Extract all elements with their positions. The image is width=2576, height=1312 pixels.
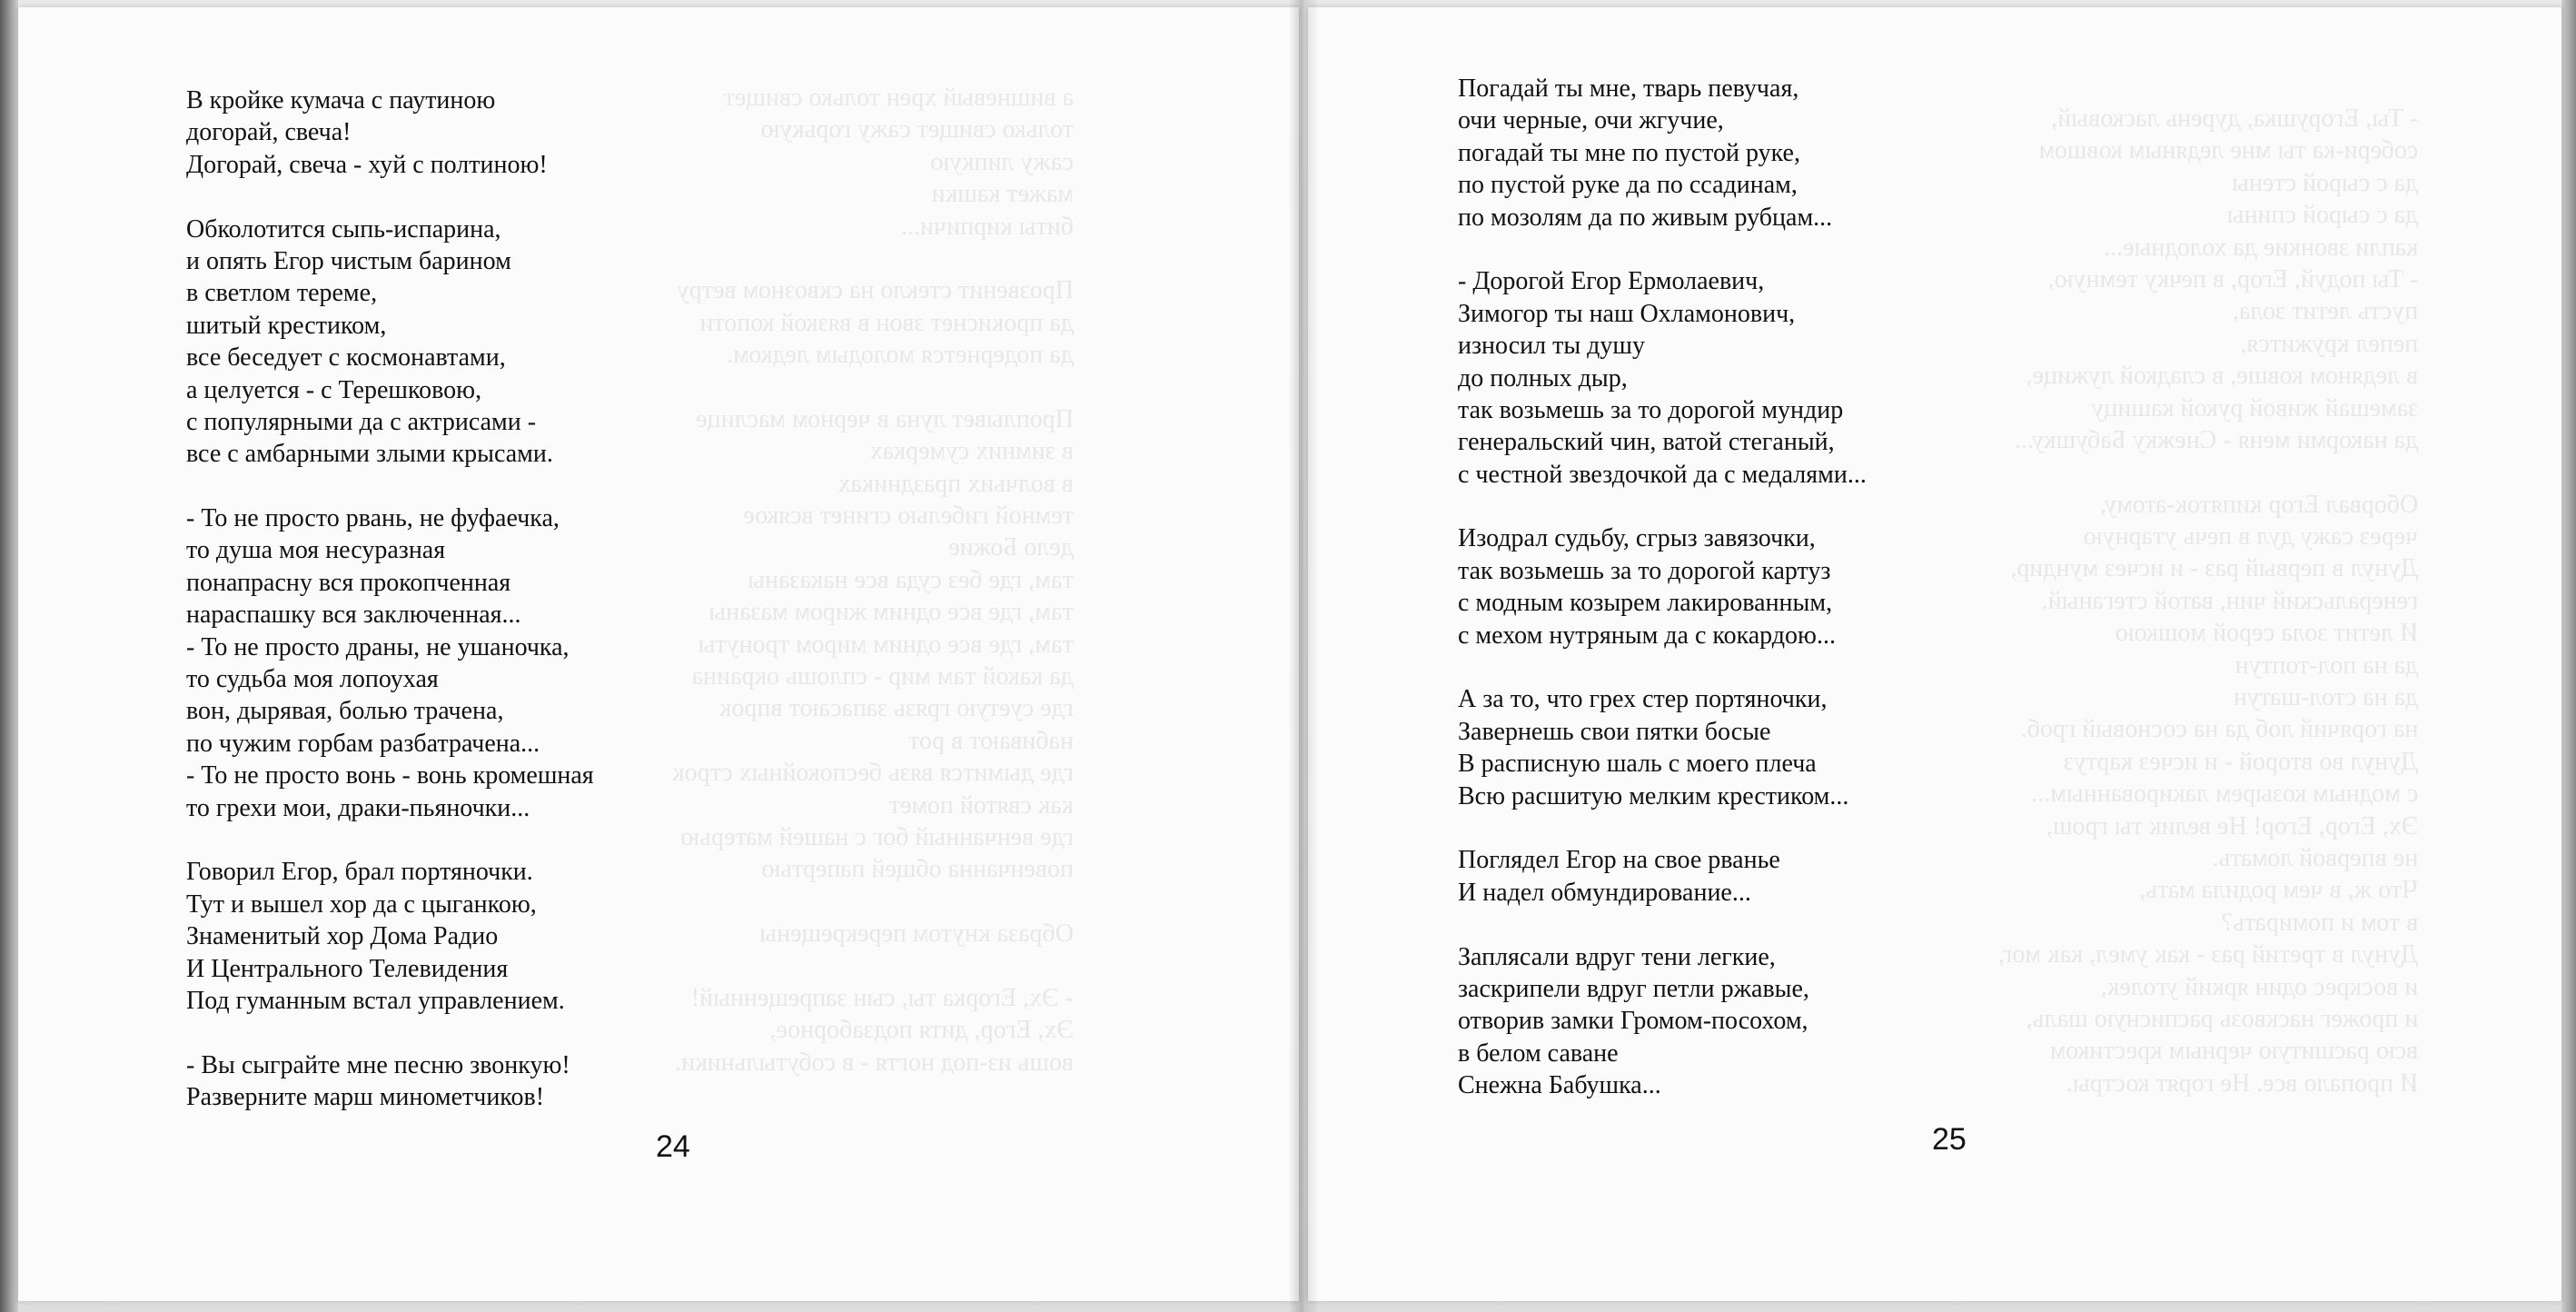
bleed-through-line: на горячий лоб да на сосновый гроб. — [2020, 715, 2419, 744]
bleed-through-line: Прозвенит стекло на сквозном ветру — [676, 276, 1074, 305]
bleed-through-line: да какой там мир - сплошь окраина — [691, 662, 1074, 691]
right-page-bleed-through-text — [1998, 103, 2418, 1099]
right-page — [1308, 7, 2561, 1301]
bleed-through-line: собери-ка ты мне ледяным ковшом — [2038, 136, 2419, 165]
poem-line: А за то, что грех стер портяночки, — [1458, 685, 1828, 714]
poem-line — [186, 824, 594, 856]
poem-line: Завернешь свои пятки босые — [1458, 717, 1771, 746]
bleed-through-line: генеральский чин, ватой стеганый. — [2041, 586, 2419, 615]
poem-line: Знаменитый хор Дома Радио — [186, 922, 499, 951]
bleed-through-line: капли звонкие да холодные... — [2104, 233, 2419, 262]
poem-line: заскрипели вдруг петли ржавые, — [1458, 974, 1809, 1003]
poem-line: и опять Егор чистым барином — [186, 246, 511, 275]
left-page-poem — [186, 84, 594, 1114]
poem-line: по мозолям да по живым рубцам... — [1458, 203, 1833, 232]
poem-line: Поглядел Егор на свое рванье — [1458, 846, 1780, 875]
poem-line: И надел обмундирование... — [1458, 878, 1751, 907]
poem-line: - То не просто драны, не ушаночка, — [186, 632, 570, 661]
bleed-through-line: Оборвал Егор кипяток-атому, — [2100, 490, 2419, 519]
bleed-through-line: - Ты, Егорушка, дурень ласковый, — [2051, 104, 2419, 133]
poem-line — [186, 181, 594, 213]
bleed-through-line: там, где все одним жиром мазаны — [708, 598, 1074, 627]
bleed-through-line: там, где без суда все наказаны — [748, 565, 1074, 594]
poem-line: Заплясали вдруг тени легкие, — [1458, 942, 1776, 971]
book-spine-shadow — [1290, 0, 1317, 1312]
bleed-through-line: И пропало все. Не горят костры. — [2066, 1068, 2419, 1098]
bleed-through-line: замешай живой рукой кашицу — [2091, 393, 2419, 422]
poem-line: по чужим горбам разбатрачена... — [186, 729, 540, 758]
bleed-through-line: Дунул во второй - и исчез картуз — [2063, 747, 2419, 776]
bleed-through-line: только свищет сажу горькую — [760, 115, 1074, 144]
bleed-through-line: всю расшитую черным крестиком — [2049, 1037, 2419, 1066]
bleed-through-line — [672, 243, 1074, 274]
poem-line: до полных дыр, — [1458, 363, 1628, 393]
bleed-through-line: где венчанный бог с нашей матерью — [680, 822, 1074, 851]
poem-line: Под гуманным встал управлением. — [186, 986, 565, 1015]
poem-line — [186, 1017, 594, 1049]
bleed-through-line: не впервой ломать. — [2212, 843, 2419, 872]
poem-line: Изодрал судьбу, сгрыз завязочки, — [1458, 524, 1816, 553]
poem-line: все с амбарными злыми крысами. — [186, 440, 553, 469]
poem-line: - То не просто вонь - вонь кромешная — [186, 761, 594, 790]
poem-line: Разверните марш минометчиков! — [186, 1083, 545, 1112]
bleed-through-line: Эх, Егор, дитя подзаборное, — [769, 1016, 1074, 1045]
left-page-number: 24 — [656, 1129, 690, 1164]
bleed-through-line — [1998, 456, 2418, 488]
bleed-through-line: в том и помирать? — [2221, 908, 2419, 937]
poem-line: так возьмешь за то дорогой мундир — [1458, 395, 1844, 424]
bleed-through-line: да с сырой стены — [2232, 168, 2419, 197]
poem-line: догорай, свеча! — [186, 118, 352, 147]
bleed-through-line: и прожег насквозь расписную шаль, — [2026, 1004, 2419, 1033]
bleed-through-line: и воскрес один яркий уголек, — [2100, 972, 2419, 1001]
bleed-through-line: через сажу дул в печь утарную — [2083, 522, 2419, 552]
poem-line: с модным козырем лакированным, — [1458, 589, 1833, 618]
bleed-through-line: пусть летит зола, — [2233, 297, 2419, 326]
bleed-through-line: повенчанна общей папертью — [761, 855, 1074, 884]
bleed-through-line: пепел кружится, — [2240, 329, 2419, 358]
poem-line: очи черные, очи жгучие, — [1458, 106, 1724, 135]
bleed-through-line: да на пол-топтун — [2234, 651, 2419, 680]
bleed-through-line: мажет кашки — [931, 180, 1074, 209]
bleed-through-line: Дунул в первый раз - и исчез мундир, — [2010, 554, 2419, 583]
poem-line: Догорай, свеча - хуй с полтиною! — [186, 150, 548, 179]
bleed-through-line: с модным козырем лакированным... — [2031, 780, 2419, 809]
poem-line: вон, дырявая, болью трачена, — [186, 697, 504, 726]
poem-line: в белом саване — [1458, 1039, 1619, 1068]
bleed-through-line: вошь из-под ногтя - в собутыльники. — [675, 1048, 1074, 1077]
poem-line: нараспашку вся заключенная... — [186, 601, 521, 630]
bleed-through-line: где дымится вязь беспокойных строк — [672, 759, 1074, 788]
bleed-through-line: Образа кнутом перекрещены — [759, 919, 1074, 949]
bleed-through-line: а вишневый хрен только свищет — [723, 84, 1074, 112]
poem-line: износил ты душу — [1458, 332, 1645, 361]
bleed-through-line: Эх, Егор, Егор! Не велик ты грош, — [2046, 811, 2419, 840]
poem-line — [1458, 909, 1867, 940]
poem-line: Погадай ты мне, тварь певучая, — [1458, 75, 1799, 103]
bleed-through-line: в ледяном ковше, в сладкой лужице, — [2026, 362, 2419, 391]
bleed-through-line: темной гибелью сгинет всякое — [743, 502, 1074, 531]
poem-line: - То не просто рвань, не фуфаечка, — [186, 504, 560, 533]
bleed-through-line: да на стол-шатун — [2233, 683, 2419, 712]
bleed-through-line: - Эх, Егорка ты, сын запрещенный! — [690, 983, 1074, 1012]
poem-line: все беседует с космонавтами, — [186, 343, 506, 373]
poem-line: так возьмешь за то дорогой картуз — [1458, 556, 1831, 585]
poem-line: Снежна Бабушка... — [1458, 1071, 1661, 1100]
bleed-through-line: биты кирпичи... — [901, 212, 1074, 241]
poem-line: погадай ты мне по пустой руке, — [1458, 138, 1800, 167]
poem-line: в светлом тереме, — [186, 279, 378, 308]
bleed-through-line — [672, 372, 1074, 403]
poem-line: а целуется - с Терешковою, — [186, 375, 482, 404]
poem-line: Тут и вышел хор да с цыганкою, — [186, 890, 537, 919]
poem-line — [1458, 651, 1867, 683]
bleed-through-line: в волчьих праздниках — [837, 469, 1074, 498]
poem-line: Обколотится сыпь-испарина, — [186, 214, 501, 244]
bleed-through-line: Дунул в третий раз - как умел, как мог, — [1998, 940, 2419, 969]
right-page-poem — [1458, 73, 1867, 1102]
bleed-through-line — [672, 886, 1074, 918]
poem-line: шитый крестиком, — [186, 311, 387, 340]
bleed-through-line: набивают в рот — [908, 726, 1074, 755]
poem-line — [1458, 491, 1867, 522]
bleed-through-line: там, где все одним миром тронуты — [698, 630, 1074, 659]
poem-line: по пустой руке да по ссадинам, — [1458, 171, 1798, 200]
poem-line: Говорил Егор, брал портяночки. — [186, 858, 533, 887]
bleed-through-line — [672, 950, 1074, 982]
left-page — [18, 7, 1299, 1301]
bleed-through-line: - Ты подуй, Егор, в печку темную, — [2047, 264, 2419, 293]
right-page-number: 25 — [1932, 1122, 1967, 1157]
poem-line: то душа моя несуразная — [186, 536, 446, 565]
poem-line: В кройке кумача с паутиною — [186, 86, 496, 114]
poem-line: И Центрального Телевидения — [186, 954, 509, 983]
bleed-through-line: да прокиснет звон в вязкой копоти — [699, 308, 1074, 337]
left-page-bleed-through-text — [672, 82, 1074, 1078]
bleed-through-line: да подернется молодым ледком. — [727, 341, 1074, 370]
poem-line: то судьба моя лопоухая — [186, 665, 439, 694]
poem-line: отворив замки Громом-посохом, — [1458, 1007, 1808, 1036]
bleed-through-line: в зимних сумерках — [869, 437, 1074, 466]
bleed-through-line: да с сырой спины — [2226, 201, 2419, 230]
bleed-through-line: где суетую грязь запасают впрок — [718, 694, 1074, 723]
poem-line: - Вы сыграйте мне песню звонкую! — [186, 1050, 570, 1079]
poem-line — [1458, 812, 1867, 844]
poem-line: то грехи мои, драки-пьяночки... — [186, 793, 530, 822]
poem-line — [186, 471, 594, 502]
bleed-through-line: как святой помет — [888, 790, 1074, 820]
poem-line — [1458, 234, 1867, 265]
bleed-through-line: да накорми меня - Снежку Бабушку... — [2015, 425, 2419, 454]
poem-line: Всю расшитую мелким крестиком... — [1458, 781, 1849, 810]
bleed-through-line: Проплывет луна в черном маслице — [696, 404, 1074, 433]
book-edge-left — [0, 0, 18, 1312]
poem-line: с мехом нутряным да с кокардою... — [1458, 621, 1836, 650]
poem-line: Зимогор ты наш Охламонович, — [1458, 299, 1796, 328]
poem-line: с популярными да с актрисами - — [186, 407, 537, 436]
book-edge-right — [2561, 0, 2576, 1312]
bleed-through-line: дело Божие — [948, 533, 1074, 562]
poem-line: генеральский чин, ватой стеганый, — [1458, 428, 1835, 457]
bleed-through-line: сажу липкую — [930, 147, 1074, 176]
bleed-through-line: Что ж, в чем родила мать, — [2139, 876, 2419, 905]
poem-line: с честной звездочкой да с медалями... — [1458, 460, 1867, 489]
bleed-through-line: И летит зола серой мошкою — [2115, 619, 2419, 648]
poem-line: понапрасну вся прокопченная — [186, 568, 511, 597]
poem-line: - Дорогой Егор Ермолаевич, — [1458, 267, 1765, 296]
poem-line: В расписную шаль с моего плеча — [1458, 750, 1817, 779]
